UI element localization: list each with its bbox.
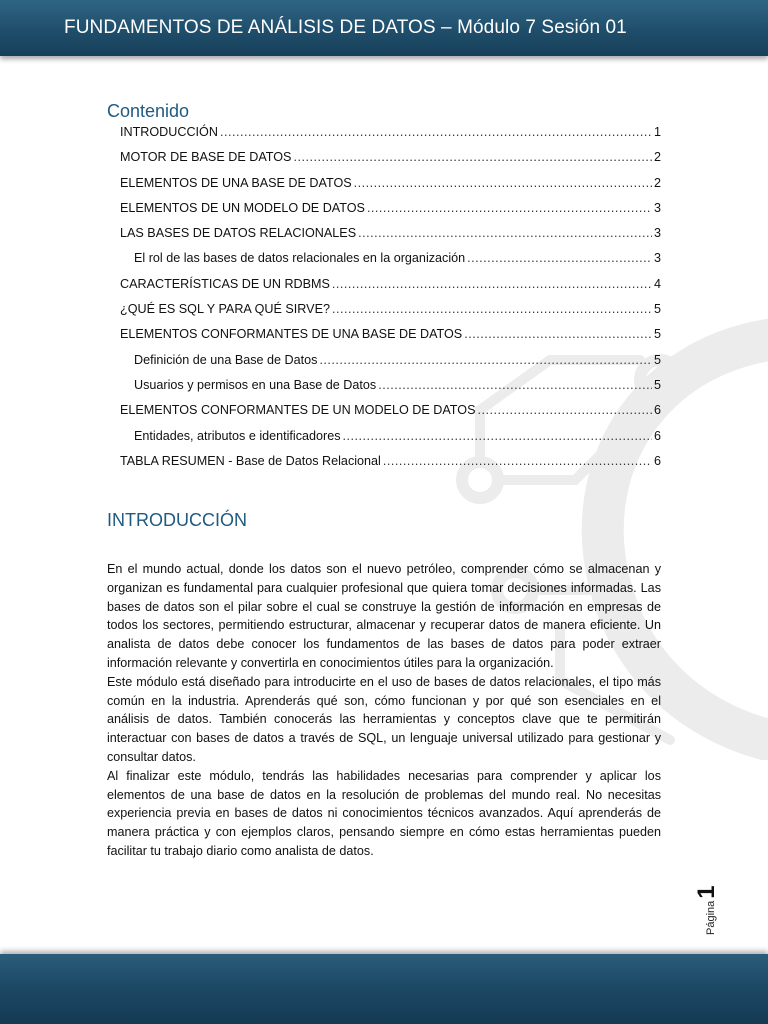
toc-leader-dots xyxy=(378,378,652,392)
toc-entry-page: 6 xyxy=(653,453,661,468)
toc-leader-dots xyxy=(332,302,652,316)
page-footer xyxy=(0,954,768,1024)
toc-entry-page: 5 xyxy=(653,327,661,342)
page-number-label: Página xyxy=(705,900,717,935)
toc-leader-dots xyxy=(332,277,652,291)
toc-entry-page: 2 xyxy=(653,175,661,190)
toc-leader-dots xyxy=(464,327,652,341)
toc-entry-page: 2 xyxy=(653,150,661,165)
intro-body xyxy=(107,560,661,861)
toc-entry[interactable] xyxy=(120,302,661,327)
header-title: FUNDAMENTOS DE ANÁLISIS DE DATOS – Módulo 7 Sesión 01 xyxy=(64,17,627,38)
intro-paragraph: Al finalizar este módulo, tendrás las habilidades necesarias para comprender y aplicar los elementos de una base de datos en la resolución de problemas del mundo real. No necesitas experiencia previa en bases de datos ni conocimientos técnicos avanzados. Aquí aprenderás de manera práctica y con ejemplos claros, pensando siempre en cómo estas herramientas pueden facilitar tu trabajo diario como analista de datos. xyxy=(107,768,661,858)
intro-paragraph: Este módulo está diseñado para introducirte en el uso de bases de datos relacionales, el tipo más común en la industria. Aprenderás qué son, cómo funcionan y por qué son esenciales en el análisis de datos. También conocerás las herramientas y conceptos clave que te permitirán interactuar con bases de datos a través de SQL, un lenguaje universal utilizado para gestionar y consultar datos. xyxy=(107,674,661,764)
toc-leader-dots xyxy=(367,201,652,215)
toc-subentry[interactable] xyxy=(120,429,661,454)
page-number xyxy=(693,885,721,935)
toc-subentry[interactable] xyxy=(120,251,661,276)
toc-leader-dots xyxy=(467,251,652,265)
toc-entry[interactable] xyxy=(120,403,661,428)
toc-leader-dots xyxy=(293,150,652,164)
toc-subentry[interactable] xyxy=(120,378,661,403)
toc-entry[interactable] xyxy=(120,150,661,175)
table-of-contents xyxy=(120,125,661,479)
toc-leader-dots xyxy=(220,125,652,139)
toc-leader-dots xyxy=(358,226,652,240)
toc-entry[interactable] xyxy=(120,176,661,201)
intro-paragraph: En el mundo actual, donde los datos son el nuevo petróleo, comprender cómo se almacenan y organizan es fundamental para cualquier profesional que quiera tomar decisiones informadas. Las bases de datos son el pilar sobre el cual se construye la gestión de información en empresas de todos los sectores, permitiendo estructurar, almacenar y recuperar datos de manera eficiente. Un analista de datos debe conocer los fundamentos de las bases de datos para poder extraer información relevante y convertirla en conocimientos útiles para la organización. xyxy=(107,562,661,670)
toc-entry-title: El rol de las bases de datos relacionales en la organización xyxy=(134,251,466,266)
toc-entry[interactable] xyxy=(120,125,661,150)
toc-entry-title: Definición de una Base de Datos xyxy=(134,352,318,367)
toc-entry-page: 5 xyxy=(653,377,661,392)
toc-entry-title: Usuarios y permisos en una Base de Datos xyxy=(134,377,377,392)
toc-entry-page: 3 xyxy=(653,200,661,215)
toc-entry-page: 3 xyxy=(653,226,661,241)
page-header xyxy=(0,0,768,56)
toc-entry-title: ELEMENTOS DE UN MODELO DE DATOS xyxy=(120,200,365,215)
toc-entry-title: LAS BASES DE DATOS RELACIONALES xyxy=(120,226,357,241)
toc-entry-title: ELEMENTOS CONFORMANTES DE UNA BASE DE DATOS xyxy=(120,327,463,342)
page-number-value: 1 xyxy=(693,885,720,899)
toc-entry-title: ELEMENTOS DE UNA BASE DE DATOS xyxy=(120,175,352,190)
toc-entry[interactable] xyxy=(120,277,661,302)
section-heading-introduccion: INTRODUCCIÓN xyxy=(107,510,247,530)
toc-entry-title: CARACTERÍSTICAS DE UN RDBMS xyxy=(120,276,330,291)
toc-leader-dots xyxy=(354,176,652,190)
toc-entry[interactable] xyxy=(120,327,661,352)
toc-entry-page: 6 xyxy=(653,428,661,443)
toc-leader-dots xyxy=(383,454,652,468)
toc-entry-title: Entidades, atributos e identificadores xyxy=(134,428,341,443)
toc-entry-title: ELEMENTOS CONFORMANTES DE UN MODELO DE DATOS xyxy=(120,403,476,418)
toc-entry-title: MOTOR DE BASE DE DATOS xyxy=(120,150,292,165)
toc-entry-page: 3 xyxy=(653,251,661,266)
toc-heading: Contenido xyxy=(107,101,190,121)
toc-entry-page: 5 xyxy=(653,302,661,317)
toc-entry-page: 1 xyxy=(653,125,661,139)
toc-entry[interactable] xyxy=(120,226,661,251)
toc-leader-dots xyxy=(477,403,652,417)
toc-leader-dots xyxy=(319,353,652,367)
toc-entry-page: 6 xyxy=(653,403,661,418)
toc-entry-page: 5 xyxy=(653,352,661,367)
toc-entry-title: ¿QUÉ ES SQL Y PARA QUÉ SIRVE? xyxy=(120,302,330,317)
toc-entry-title: INTRODUCCIÓN xyxy=(120,125,218,139)
toc-subentry[interactable] xyxy=(120,353,661,378)
toc-entry[interactable] xyxy=(120,201,661,226)
toc-entry[interactable] xyxy=(120,454,661,479)
toc-entry-page: 4 xyxy=(653,276,661,291)
toc-leader-dots xyxy=(343,429,652,443)
toc-entry-title: TABLA RESUMEN - Base de Datos Relacional xyxy=(120,453,381,468)
